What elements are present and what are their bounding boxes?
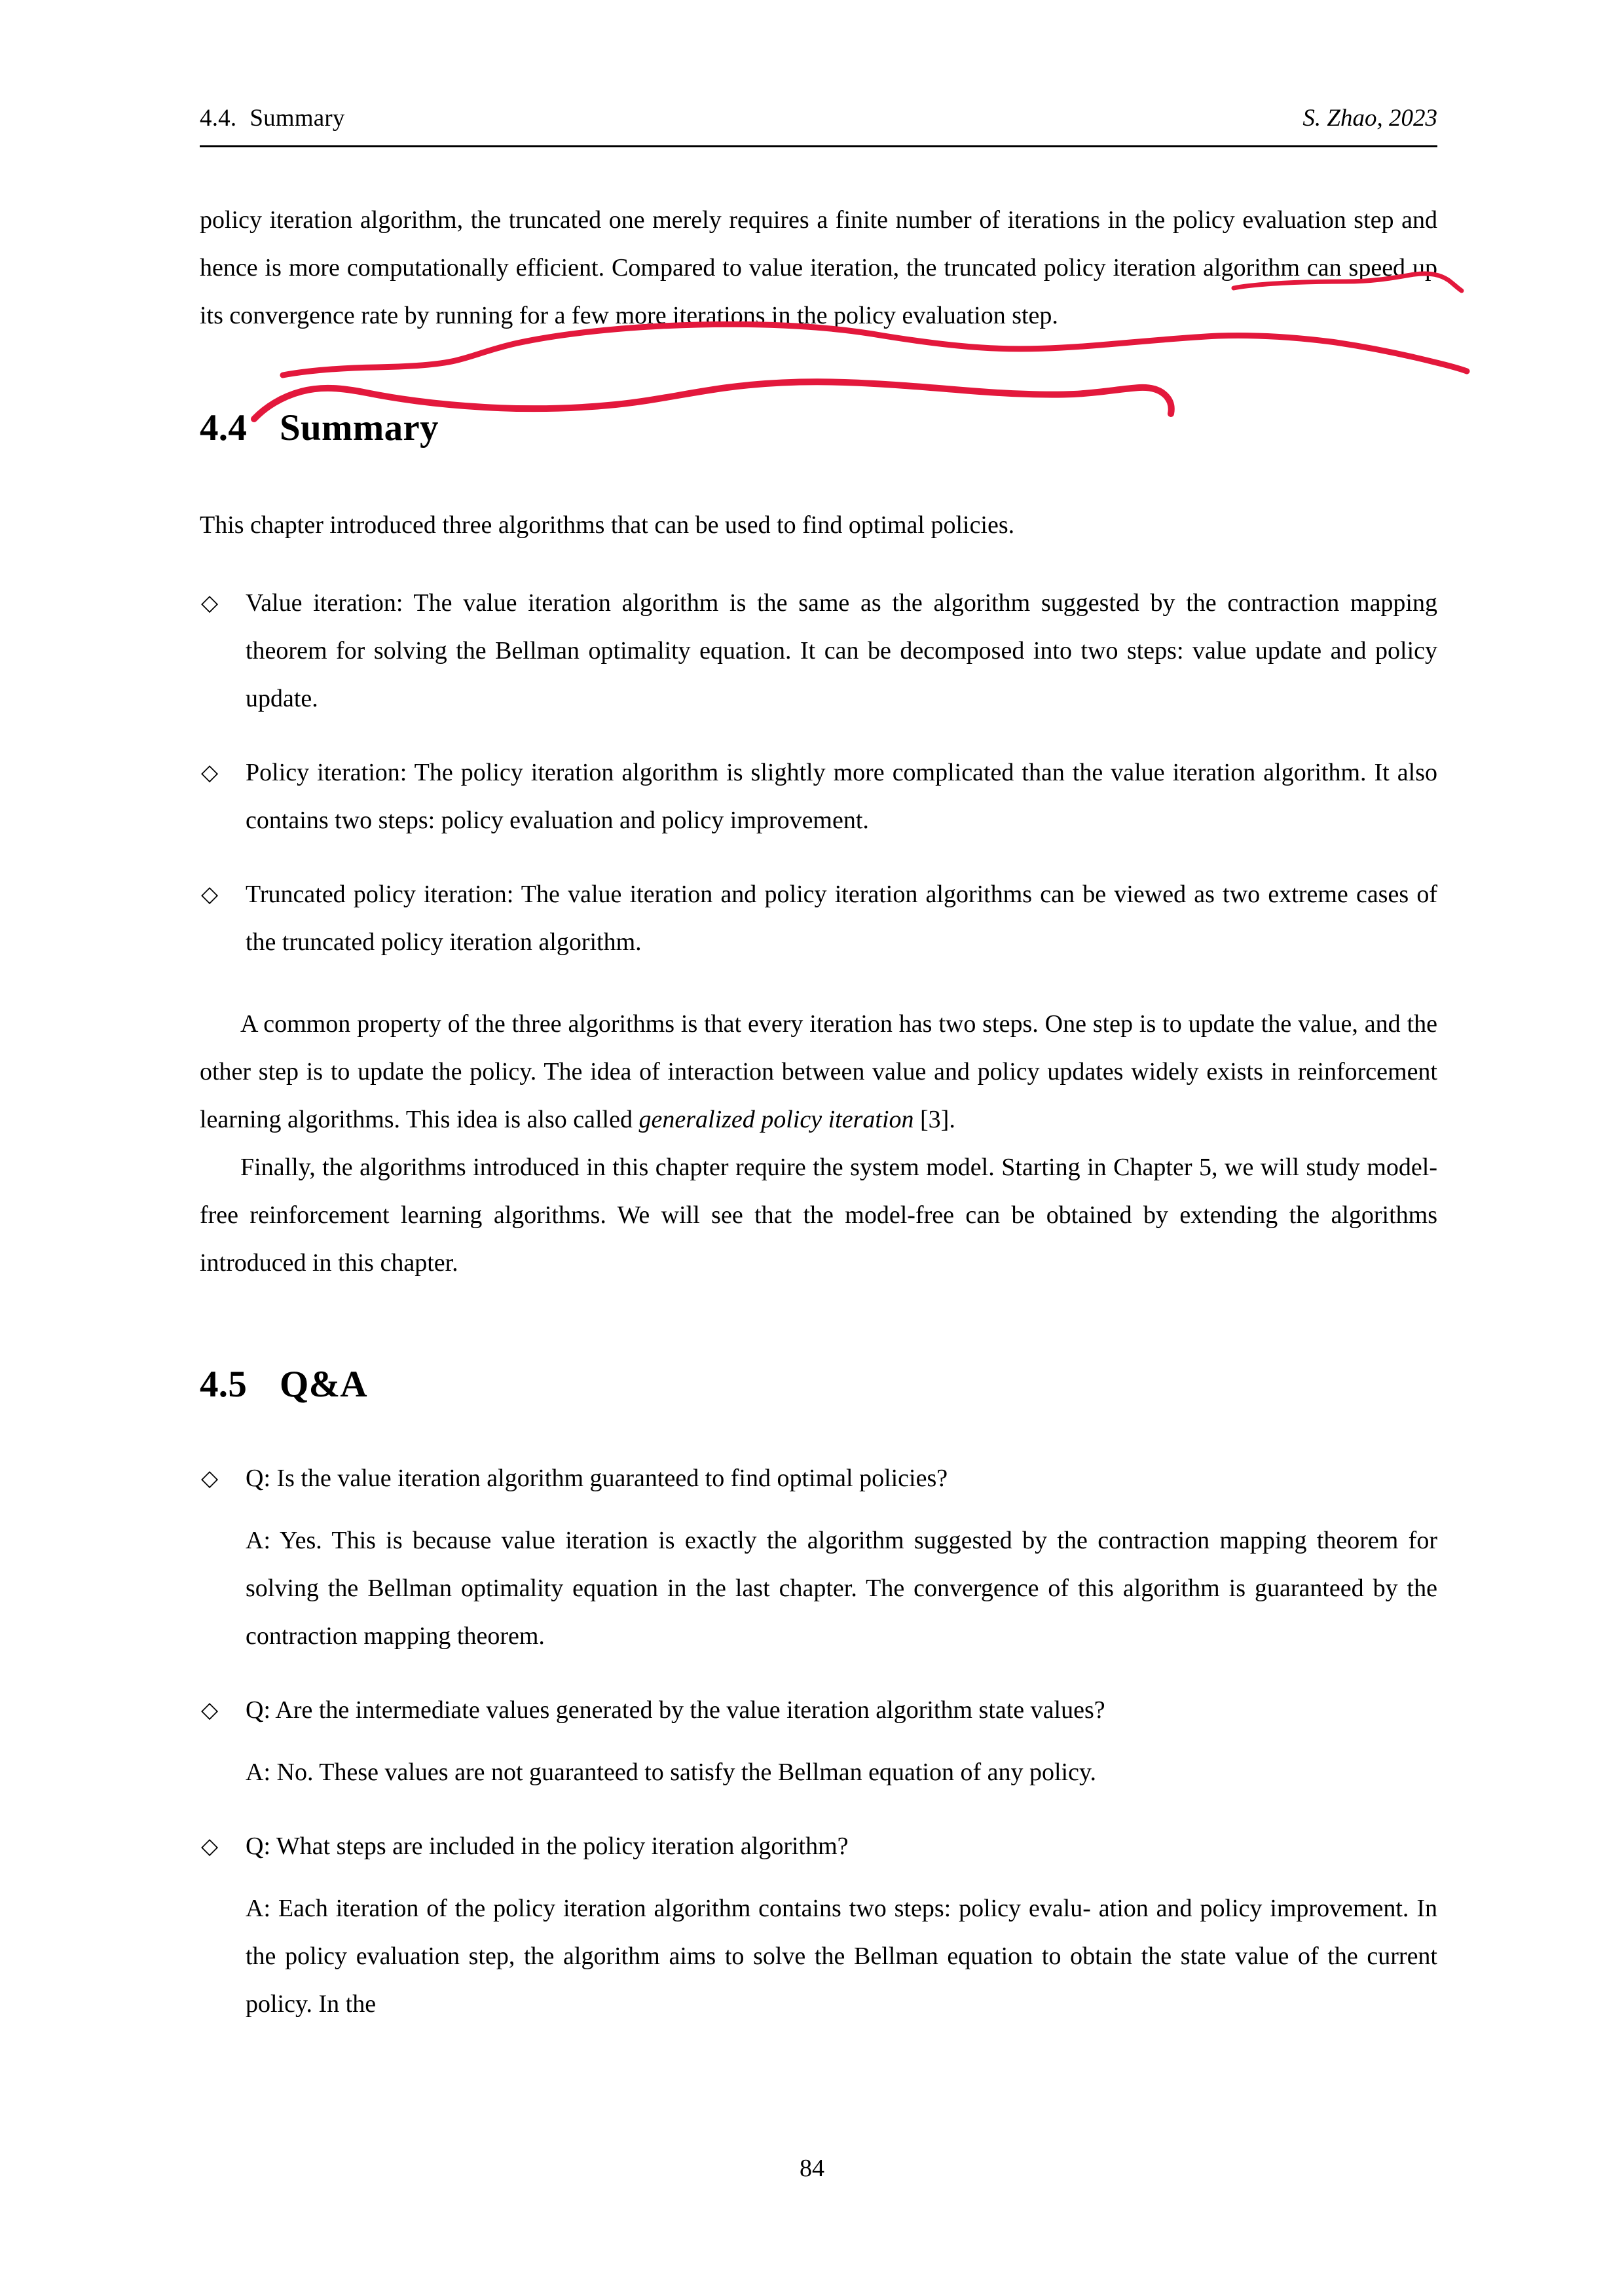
qa-question: Q: Are the intermediate values generated by the value iteration algorithm state values? bbox=[246, 1696, 1105, 1724]
qa-question: Q: Is the value iteration algorithm guaranteed to find optimal policies? bbox=[246, 1465, 948, 1493]
spacer bbox=[200, 1287, 1437, 1364]
summary-closing-paragraph-2: Finally, the algorithms introduced in this chapter require the system model. Starting in Chapter 5, we will study model-free reinforcement learning algorithms. We will see that the model-free can be obtained by extending the algorithms introduced in this chapter. bbox=[200, 1153, 1437, 1277]
summary-lead-paragraph: This chapter introduced three algorithms that can be used to find optimal policies. bbox=[200, 511, 1015, 539]
page-number: 84 bbox=[800, 2155, 824, 2182]
summary-bullet-list bbox=[200, 579, 1437, 966]
diamond-bullet-icon: ◇ bbox=[201, 1467, 219, 1491]
list-item bbox=[200, 749, 1437, 845]
diamond-bullet-icon: ◇ bbox=[201, 1834, 219, 1859]
header-section-number: 4.4. bbox=[200, 105, 237, 132]
qa-answer: A: No. These values are not guaranteed to satisfy the Bellman equation of any policy. bbox=[246, 1758, 1097, 1787]
section-number-summary: 4.4 bbox=[200, 407, 248, 448]
list-item bbox=[200, 1686, 1437, 1796]
list-item bbox=[200, 579, 1437, 723]
spacer bbox=[200, 549, 1437, 579]
summary-closing-paragraph-1 bbox=[200, 1000, 1437, 1144]
qa-answer: A: Yes. This is because value iteration is exactly the algorithm suggested by the contraction mapping theorem for solving the Bellman optimality equation in the last chapter. The convergence of this algorithm is guaranteed by the contraction mapping theorem. bbox=[246, 1527, 1437, 1650]
diamond-bullet-icon: ◇ bbox=[201, 591, 219, 615]
intro-paragraph: policy iteration algorithm, the truncated one merely requires a finite number of iterations in the policy evaluation step and hence is more computationally efficient. Compared to value iteration, the truncated policy iteration algorithm can speed up its convergence rate by running for a few more iterations in the policy evaluation step. bbox=[200, 206, 1437, 329]
running-header bbox=[200, 105, 1437, 133]
spacer bbox=[200, 340, 1437, 408]
list-item bbox=[200, 1823, 1437, 2028]
closing-paragraph-1-italic-term: generalized policy iteration bbox=[638, 1105, 914, 1133]
section-title-summary: Summary bbox=[280, 407, 439, 448]
list-item bbox=[200, 1455, 1437, 1660]
qa-answer: A: Each iteration of the policy iteration algorithm contains two steps: policy evalu- ation and policy improvement. In the policy evaluation step, the algorithm aims to solve the Bellman equation to obtain the state value of the current policy. In the bbox=[246, 1895, 1437, 2018]
section-number-qa: 4.5 bbox=[200, 1363, 248, 1405]
diamond-bullet-icon: ◇ bbox=[201, 882, 219, 907]
header-author-line: S. Zhao, 2023 bbox=[1302, 105, 1437, 132]
diamond-bullet-icon: ◇ bbox=[201, 760, 219, 785]
header-section-title: Summary bbox=[249, 105, 345, 132]
header-section-label bbox=[200, 105, 345, 133]
qa-list bbox=[200, 1455, 1437, 2028]
list-item-text: Truncated policy iteration: The value iteration and policy iteration algorithms can be viewed as two extreme cases of the truncated policy iteration algorithm. bbox=[246, 880, 1437, 956]
section-title-qa: Q&A bbox=[280, 1363, 367, 1405]
section-heading-qa bbox=[200, 1364, 1437, 1406]
header-rule bbox=[200, 145, 1437, 147]
list-item bbox=[200, 871, 1437, 966]
spacer bbox=[200, 1405, 1437, 1455]
page-body bbox=[200, 196, 1437, 2028]
spacer bbox=[200, 449, 1437, 501]
qa-question: Q: What steps are included in the policy iteration algorithm? bbox=[246, 1832, 849, 1861]
spacer bbox=[200, 966, 1437, 1000]
section-heading-summary bbox=[200, 408, 1437, 449]
diamond-bullet-icon: ◇ bbox=[201, 1698, 219, 1723]
list-item-text: Policy iteration: The policy iteration algorithm is slightly more complicated than the value iteration algorithm. It also contains two steps: policy evaluation and policy improvement. bbox=[246, 758, 1437, 834]
closing-paragraph-1-before-italic: A common property of the three algorithms is that every iteration has two steps. One step is to update the value, and the other step is to update the policy. The idea of interaction between value and policy updates widely exists in reinforcement learning algorithms. This idea is also called bbox=[200, 1010, 1437, 1133]
list-item-text: Value iteration: The value iteration algorithm is the same as the algorithm suggested by the contraction mapping theorem for solving the Bellman optimality equation. It can be decomposed into two steps: value update and policy update. bbox=[246, 589, 1437, 712]
closing-paragraph-1-citation: [3]. bbox=[913, 1105, 955, 1133]
